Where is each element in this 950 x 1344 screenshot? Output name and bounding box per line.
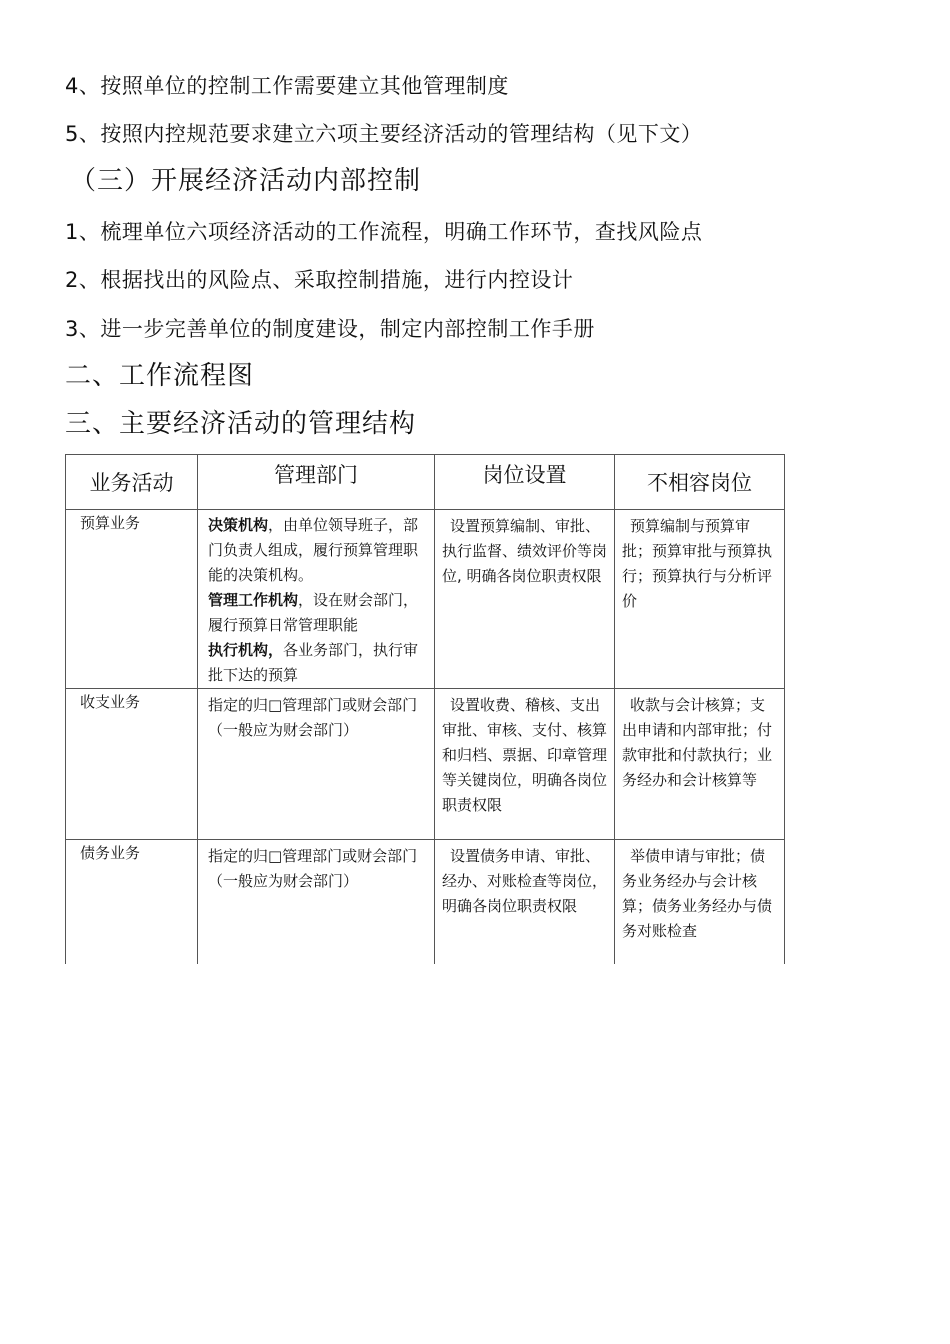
- table-row: [66, 840, 785, 965]
- bold-term: 执行机构，: [208, 641, 284, 659]
- header-positions: 岗位设置: [435, 455, 615, 510]
- header-department: 管理部门: [198, 455, 435, 510]
- cell-incompatible: 收款与会计核算；支出申请和内部审批；付款审批和付款执行；业务经办和会计核算等: [615, 689, 785, 840]
- management-structure-table: [65, 454, 785, 964]
- table-header-row: [66, 455, 785, 510]
- heading-workflow: 二、工作流程图: [65, 361, 255, 391]
- bold-term: 管理工作机构: [208, 591, 299, 609]
- cell-department: 指定的归□管理部门或财会部门（一般应为财会部门）: [198, 689, 435, 840]
- table-row: [66, 510, 785, 689]
- cell-activity: 收支业务: [66, 689, 198, 840]
- step-item-2: 2、根据找出的风险点、采取控制措施，进行内控设计: [65, 268, 574, 292]
- cell-activity: 债务业务: [66, 840, 198, 965]
- heading-management-structure: 三、主要经济活动的管理结构: [65, 409, 417, 439]
- cell-activity: 预算业务: [66, 510, 198, 689]
- cell-incompatible: 举债申请与审批；债务业务经办与会计核算；债务业务经办与债务对账检查: [615, 840, 785, 965]
- step-item-1: 1、梳理单位六项经济活动的工作流程，明确工作环节，查找风险点: [65, 220, 703, 244]
- section-heading-3: （三）开展经济活动内部控制: [70, 166, 422, 196]
- cell-positions: 设置收费、稽核、支出审批、审核、支付、核算和归档、票据、印章管理等关键岗位，明确各岗位职责权限: [435, 689, 615, 840]
- table-row: [66, 689, 785, 840]
- bold-term: 决策机构: [208, 516, 269, 534]
- cell-positions: 设置债务申请、审批、经办、对账检查等岗位，明确各岗位职责权限: [435, 840, 615, 965]
- step-item-3: 3、进一步完善单位的制度建设，制定内部控制工作手册: [65, 317, 595, 341]
- cell-incompatible: 预算编制与预算审批；预算审批与预算执行；预算执行与分析评价: [615, 510, 785, 689]
- paragraph-item-5: 5、按照内控规范要求建立六项主要经济活动的管理结构（见下文）: [65, 122, 703, 146]
- cell-positions: 设置预算编制、审批、执行监督、绩效评价等岗位, 明确各岗位职责权限: [435, 510, 615, 689]
- header-incompatible: 不相容岗位: [615, 455, 785, 510]
- header-activity: 业务活动: [66, 455, 198, 510]
- paragraph-item-4: 4、按照单位的控制工作需要建立其他管理制度: [65, 74, 509, 98]
- cell-department: 指定的归□管理部门或财会部门（一般应为财会部门）: [198, 840, 435, 965]
- cell-department: 决策机构，由单位领导班子，部门负责人组成，履行预算管理职能的决策机构。 管理工作机构，设在财会部门，履行预算日常管理职能 执行机构，各业务部门，执行审批下达的预算: [198, 510, 435, 689]
